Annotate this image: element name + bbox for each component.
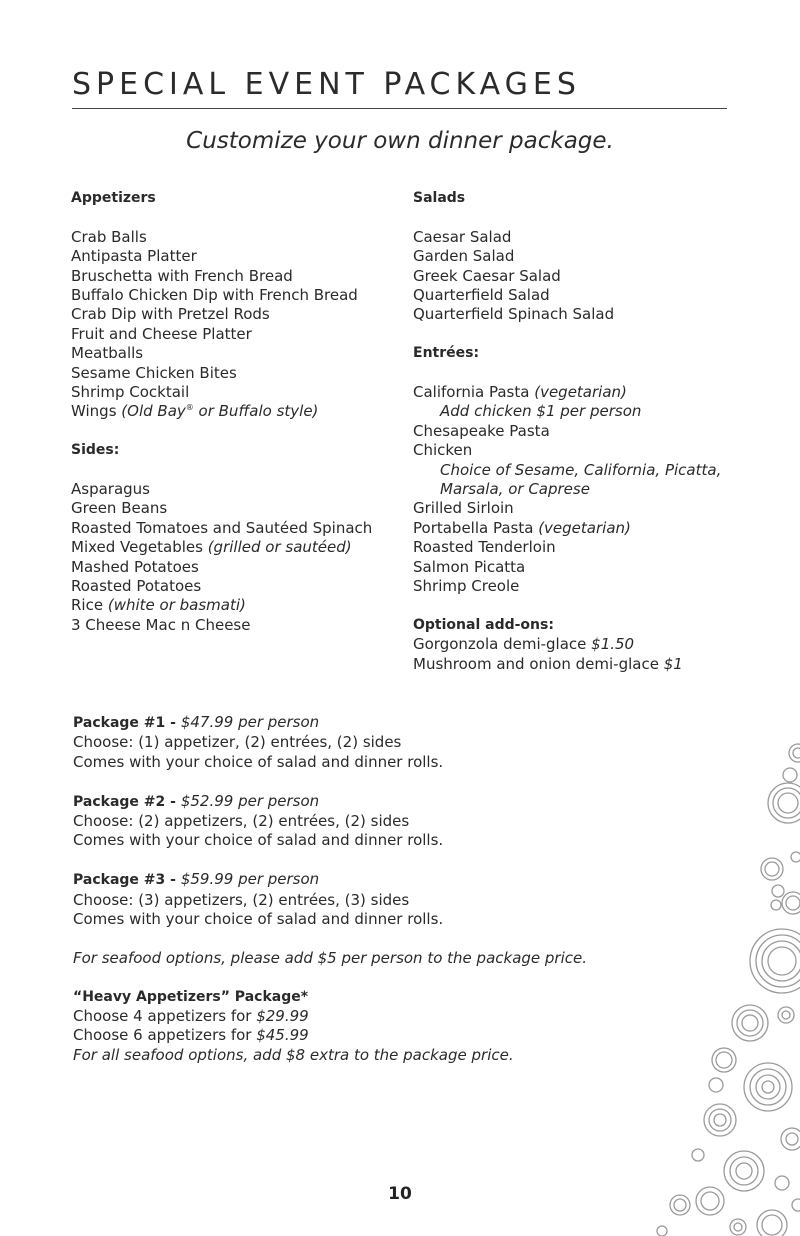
spacer bbox=[413, 364, 721, 383]
spacer bbox=[71, 422, 372, 441]
page-subtitle: Customize your own dinner package. bbox=[186, 128, 614, 154]
appetizer-item-wings bbox=[71, 402, 372, 421]
appetizer-item: Crab Dip with Pretzel Rods bbox=[71, 305, 270, 324]
addon-item: Mushroom and onion demi-glace $1 bbox=[413, 654, 683, 673]
side-item: Roasted Tomatoes and Sautéed Spinach bbox=[71, 518, 373, 537]
page-title: SPECIAL EVENT PACKAGES bbox=[72, 67, 581, 102]
package-1-includes: Comes with your choice of salad and dinner rolls. bbox=[73, 752, 444, 771]
chicken-choice-note: Marsala, or Caprese bbox=[440, 480, 590, 499]
wings-note: (Old Bay® or Buffalo style) bbox=[121, 402, 319, 421]
circle-pattern-decoration bbox=[640, 735, 800, 1236]
addons-heading: Optional add-ons: bbox=[413, 616, 554, 633]
package-3-header: Package #3 - $59.99 per person bbox=[73, 870, 320, 889]
wings-name: Wings bbox=[71, 402, 122, 421]
spacer bbox=[73, 851, 587, 870]
heavy-option-1: Choose 4 appetizers for $29.99 bbox=[73, 1007, 309, 1026]
spacer bbox=[73, 968, 587, 987]
title-divider bbox=[72, 108, 727, 109]
spacer bbox=[71, 208, 372, 227]
package-3-choose: Choose: (3) appetizers, (2) entrées, (3) sides bbox=[73, 890, 410, 909]
salad-item: Caesar Salad bbox=[413, 227, 512, 246]
appetizers-heading: Appetizers bbox=[71, 190, 156, 206]
spacer bbox=[73, 929, 587, 948]
salads-heading: Salads bbox=[413, 190, 466, 206]
entree-item: Chicken bbox=[413, 441, 473, 460]
spacer bbox=[413, 208, 721, 227]
right-menu-column bbox=[413, 189, 721, 674]
entree-item: Shrimp Creole bbox=[413, 577, 520, 596]
appetizer-item: Meatballs bbox=[71, 344, 144, 363]
entree-item: Portabella Pasta (vegetarian) bbox=[413, 518, 631, 537]
side-item: Green Beans bbox=[71, 499, 168, 518]
entree-addon-note: Add chicken $1 per person bbox=[440, 402, 642, 421]
spacer bbox=[413, 596, 721, 615]
left-menu-column bbox=[71, 189, 372, 635]
appetizer-item: Antipasta Platter bbox=[71, 247, 197, 266]
appetizer-item: Shrimp Cocktail bbox=[71, 383, 190, 402]
package-2-includes: Comes with your choice of salad and dinner rolls. bbox=[73, 831, 444, 850]
side-item: 3 Cheese Mac n Cheese bbox=[71, 615, 251, 634]
salad-item: Garden Salad bbox=[413, 247, 515, 266]
entree-item: Roasted Tenderloin bbox=[413, 538, 556, 557]
spacer bbox=[71, 461, 372, 480]
entree-item: Chesapeake Pasta bbox=[413, 421, 550, 440]
entree-item: Grilled Sirloin bbox=[413, 499, 514, 518]
package-1-choose: Choose: (1) appetizer, (2) entrées, (2) sides bbox=[73, 733, 402, 752]
heavy-option-2: Choose 6 appetizers for $45.99 bbox=[73, 1026, 309, 1045]
side-item: Roasted Potatoes bbox=[71, 577, 202, 596]
package-2-header: Package #2 - $52.99 per person bbox=[73, 791, 320, 810]
appetizer-item: Sesame Chicken Bites bbox=[71, 363, 237, 382]
salad-item: Quarterfield Spinach Salad bbox=[413, 305, 615, 324]
salad-item: Quarterfield Salad bbox=[413, 286, 550, 305]
page-number: 10 bbox=[388, 1184, 412, 1204]
heavy-appetizers-heading: “Heavy Appetizers” Package* bbox=[73, 988, 309, 1005]
heavy-seafood-note: For all seafood options, add $8 extra to the package price. bbox=[73, 1045, 514, 1064]
packages-section bbox=[73, 713, 587, 1065]
package-1-header: Package #1 - $47.99 per person bbox=[73, 713, 320, 731]
package-2-choose: Choose: (2) appetizers, (2) entrées, (2) sides bbox=[73, 812, 410, 831]
entree-item: Salmon Picatta bbox=[413, 557, 526, 576]
side-item: Asparagus bbox=[71, 480, 150, 499]
entrees-heading: Entrées: bbox=[413, 345, 480, 362]
entree-item: California Pasta (vegetarian) bbox=[413, 383, 627, 402]
side-item: Mashed Potatoes bbox=[71, 557, 199, 576]
registered-mark: ® bbox=[185, 403, 194, 413]
appetizer-item: Buffalo Chicken Dip with French Bread bbox=[71, 286, 358, 305]
side-item: Mixed Vegetables (grilled or sautéed) bbox=[71, 538, 352, 557]
spacer bbox=[413, 325, 721, 344]
appetizer-item: Fruit and Cheese Platter bbox=[71, 324, 252, 343]
chicken-choice-note: Choice of Sesame, California, Picatta, bbox=[440, 460, 722, 479]
salad-item: Greek Caesar Salad bbox=[413, 266, 561, 285]
seafood-note: For seafood options, please add $5 per person to the package price. bbox=[73, 948, 587, 967]
addon-item: Gorgonzola demi-glace $1.50 bbox=[413, 635, 635, 654]
spacer bbox=[73, 772, 587, 791]
package-3-includes: Comes with your choice of salad and dinner rolls. bbox=[73, 910, 444, 929]
side-item: Rice (white or basmati) bbox=[71, 596, 246, 615]
sides-heading: Sides: bbox=[71, 442, 120, 459]
appetizer-item: Crab Balls bbox=[71, 227, 147, 246]
appetizer-item: Bruschetta with French Bread bbox=[71, 266, 293, 285]
